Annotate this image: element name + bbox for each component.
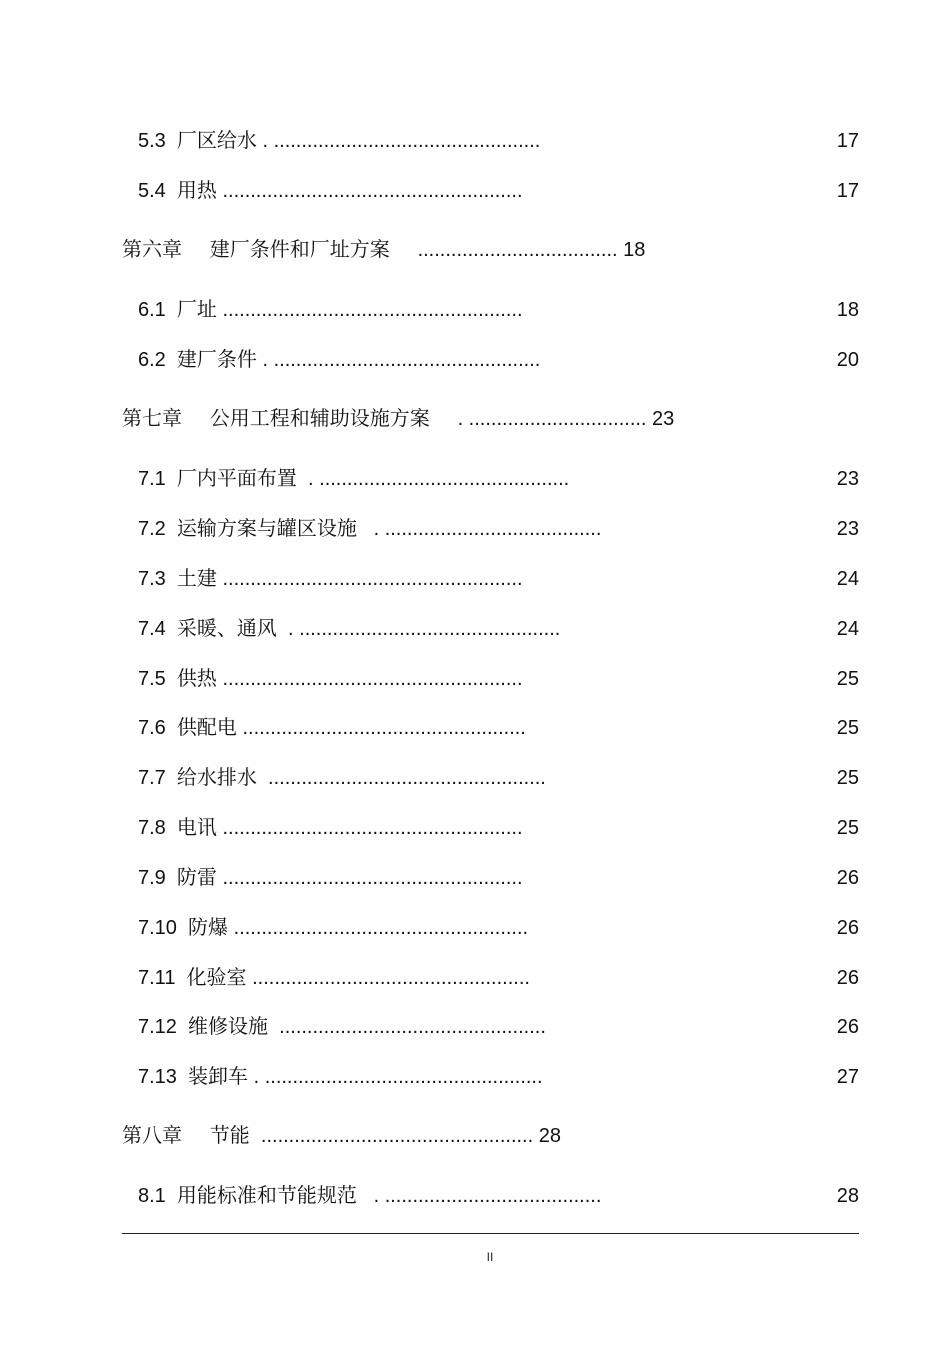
- toc-chapter-8: 第八章 节能 ................................................. 28: [122, 1125, 561, 1147]
- toc-entry-6-1: 6.1 厂址 ......................................................: [138, 299, 523, 321]
- toc-page-number: 28: [836, 1185, 859, 1207]
- toc-entry-5-3: 5.3 厂区给水 . ................................................: [138, 130, 541, 152]
- toc-page-number: 24: [836, 618, 859, 640]
- toc-entry-7-7: 7.7 给水排水 ..................................................: [138, 767, 546, 789]
- toc-entry-7-4: 7.4 采暖、通风 . ...............................................: [138, 618, 561, 640]
- toc-page-number: 26: [836, 967, 859, 989]
- toc-page-number: 24: [836, 568, 859, 590]
- footer-rule: [122, 1233, 859, 1234]
- toc-page-number: 25: [836, 668, 859, 690]
- toc-entry-8-1: 8.1 用能标准和节能规范 . .......................................: [138, 1185, 602, 1207]
- toc-page-number: 25: [836, 767, 859, 789]
- toc-page-number: 23: [836, 468, 859, 490]
- toc-entry-7-5: 7.5 供热 ......................................................: [138, 668, 523, 690]
- toc-entry-6-2: 6.2 建厂条件 . ................................................: [138, 349, 541, 371]
- toc-entry-7-3: 7.3 土建 ......................................................: [138, 568, 523, 590]
- toc-entry-7-11: 7.11 化验室 ..................................................: [138, 967, 530, 989]
- toc-entry-7-6: 7.6 供配电 ...................................................: [138, 717, 526, 739]
- toc-page-number: 17: [836, 130, 859, 152]
- toc-page-number: 26: [836, 1016, 859, 1038]
- toc-page-number: 18: [836, 299, 859, 321]
- toc-page-number: 23: [836, 518, 859, 540]
- toc-page-number: 26: [836, 917, 859, 939]
- toc-page-number: 27: [836, 1066, 859, 1088]
- toc-entry-7-12: 7.12 维修设施 ................................................: [138, 1016, 546, 1038]
- toc-page-number: 25: [836, 817, 859, 839]
- toc-page-number: 25: [836, 717, 859, 739]
- footer-page-number: II: [486, 1250, 494, 1264]
- toc-entry-7-10: 7.10 防爆 .....................................................: [138, 917, 529, 939]
- toc-entry-7-2: 7.2 运输方案与罐区设施 . .......................................: [138, 518, 602, 540]
- toc-entry-7-13: 7.13 装卸车 . ..................................................: [138, 1066, 543, 1088]
- toc-entry-7-8: 7.8 电讯 ......................................................: [138, 817, 523, 839]
- toc-chapter-7: 第七章 公用工程和辅助设施方案 . ................................ 23: [122, 408, 675, 430]
- toc-page-number: 17: [836, 180, 859, 202]
- toc-entry-7-1: 7.1 厂内平面布置 . .............................................: [138, 468, 570, 490]
- toc-entry-5-4: 5.4 用热 ......................................................: [138, 180, 523, 202]
- toc-entry-7-9: 7.9 防雷 ......................................................: [138, 867, 523, 889]
- toc-page-number: 20: [836, 349, 859, 371]
- toc-page-number: 26: [836, 867, 859, 889]
- toc-chapter-6: 第六章 建厂条件和厂址方案 .................................... 18: [122, 239, 646, 261]
